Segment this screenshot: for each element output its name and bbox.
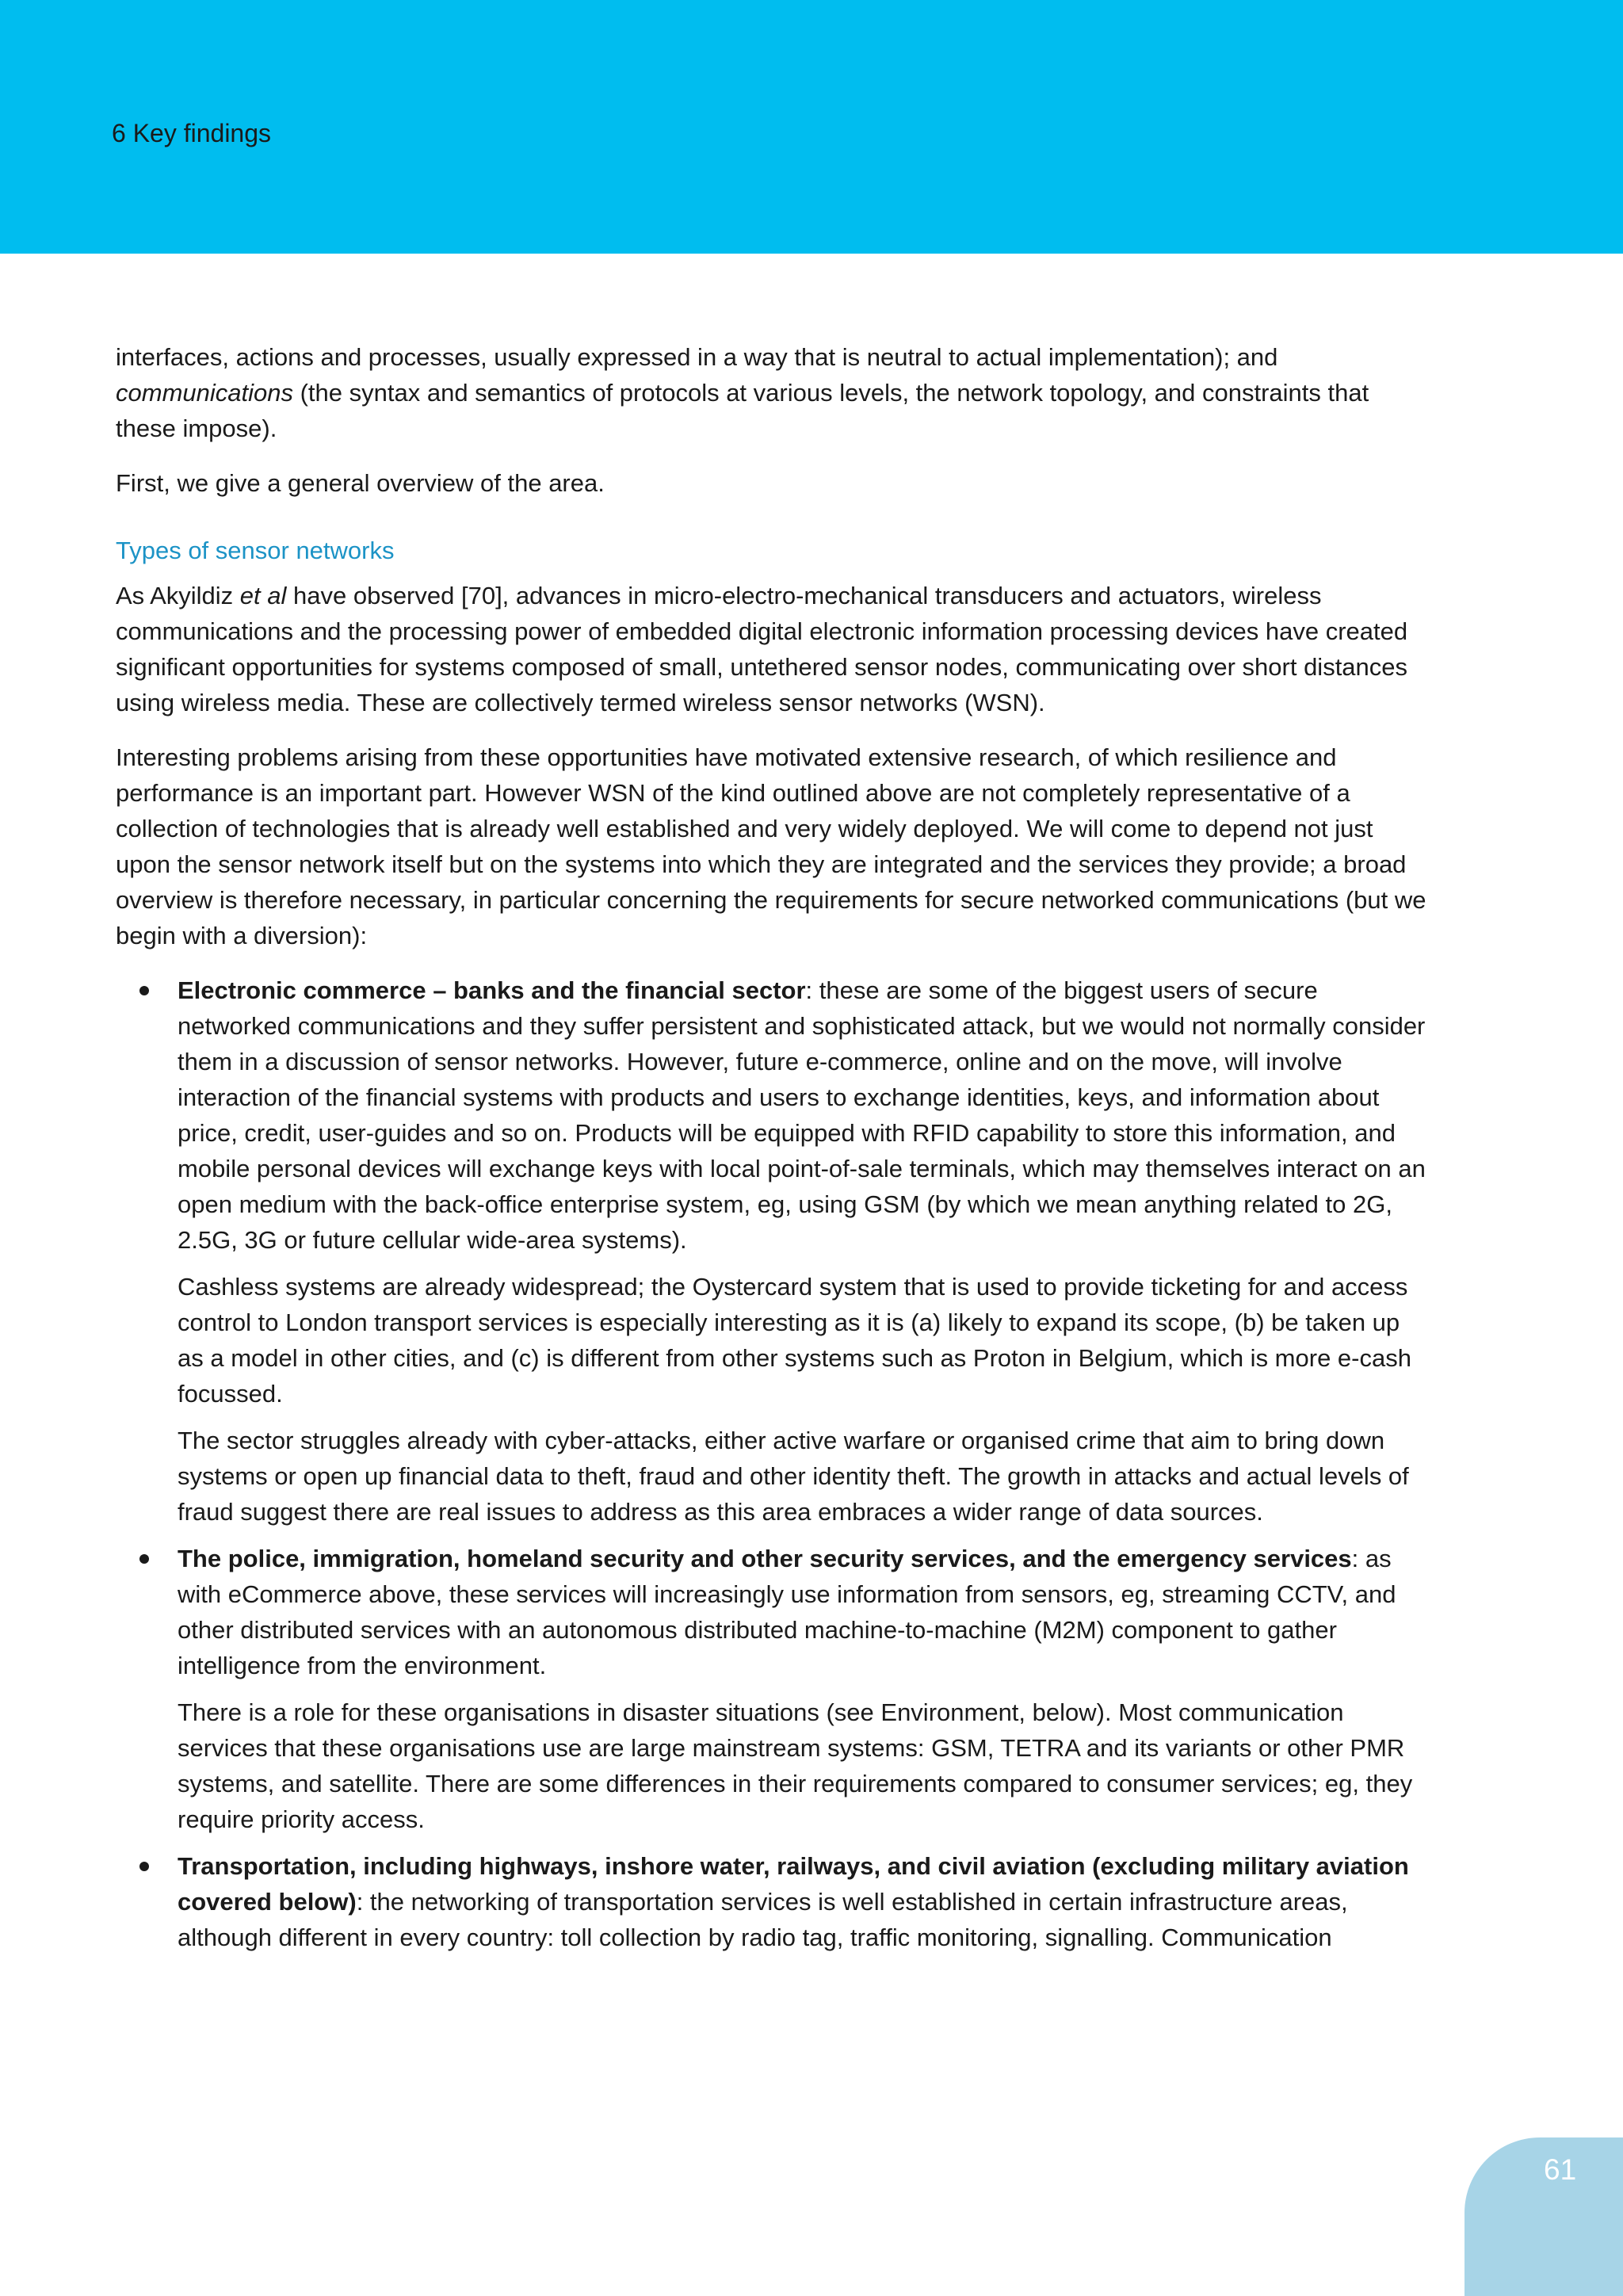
list-item-paragraph <box>178 1848 1431 1955</box>
chapter-title: 6 Key findings <box>112 119 272 147</box>
list-item-paragraph <box>178 972 1431 1258</box>
list-item-security-services <box>116 1541 1431 1837</box>
list-item-subparagraph: Cashless systems are already widespread; the Oystercard system that is used to provide ticketing for and access control to London transport services is especially interesting as it is (a) likely to expand its scope, (b) be taken up as a model in other cities, and (c) is different from other systems such as Proton in Belgium, which is more e-cash focussed. <box>178 1273 1411 1408</box>
list-item-subparagraph: The sector struggles already with cyber-attacks, either active warfare or organised crime that aim to bring down systems or open up financial data to theft, fraud and other identity theft. The growth in attacks and actual levels of fraud suggest there are real issues to address as this area embraces a wider range of data sources. <box>178 1427 1409 1526</box>
section-p1-text-1: As Akyildiz <box>116 582 240 609</box>
bullet-icon <box>139 1862 149 1871</box>
list-item-heading: Transportation, including highways, inshore water, railways, and civil aviation (excluding military aviation covered below) <box>178 1852 1409 1916</box>
bullet-list <box>116 972 1431 1955</box>
intro-paragraph <box>116 339 1431 446</box>
list-item-subparagraph: There is a role for these organisations in disaster situations (see Environment, below). Most communication services that these organisations use are large mainstream systems: GSM, TETRA and its variants or other PMR systems, and satellite. There are some differences in their requirements compared to consumer services; eg, they require priority access. <box>178 1698 1413 1833</box>
list-item-text: : the networking of transportation services is well established in certain infrastructure areas, although different in every country: toll collection by radio tag, traffic monitoring, signalling. Communication <box>178 1888 1348 1951</box>
list-item-ecommerce <box>116 972 1431 1530</box>
intro-text-2: (the syntax and semantics of protocols at various levels, the network topology, and constraints that these impose). <box>116 379 1369 442</box>
intro-text-1: interfaces, actions and processes, usually expressed in a way that is neutral to actual implementation); and <box>116 343 1278 371</box>
section-p1-text-2: have observed [70], advances in micro-electro-mechanical transducers and actuators, wireless communications and the processing power of embedded digital electronic information processing devices have created significant opportunities for systems composed of small, untethered sensor nodes, communicating over short distances using wireless media. These are collectively termed wireless sensor networks (WSN). <box>116 582 1408 716</box>
section-heading: Types of sensor networks <box>116 537 395 564</box>
list-item-heading: The police, immigration, homeland security and other security services, and the emergency services <box>178 1545 1352 1572</box>
bullet-icon <box>139 1554 149 1564</box>
intro-italic-term: communications <box>116 379 293 407</box>
list-item-transportation <box>116 1848 1431 1955</box>
list-item-paragraph <box>178 1541 1431 1683</box>
section-paragraph-2: Interesting problems arising from these opportunities have motivated extensive research, of which resilience and performance is an important part. However WSN of the kind outlined above are not completely representative of a collection of technologies that is already well established and very widely deployed. We will come to depend not just upon the sensor network itself but on the systems into which they are integrated and the services they provide; a broad overview is therefore necessary, in particular concerning the requirements for secure networked communications (but we begin with a diversion): <box>116 743 1426 949</box>
section-paragraph-1 <box>116 578 1431 720</box>
list-item-heading: Electronic commerce – banks and the financial sector <box>178 976 806 1004</box>
overview-paragraph: First, we give a general overview of the area. <box>116 469 605 497</box>
page-body <box>116 339 1431 1966</box>
list-item-text: : as with eCommerce above, these services will increasingly use information from sensors, eg, streaming CCTV, and other distributed services with an autonomous distributed machine-to-machine (M2M) component to gather intelligence from the environment. <box>178 1545 1396 1679</box>
section-p1-italic: et al <box>239 582 287 609</box>
list-item-text: : these are some of the biggest users of secure networked communications and they suffer persistent and sophisticated attack, but we would not normally consider them in a discussion of sensor networks. However, future e-commerce, online and on the move, will involve interaction of the financial systems with products and users to exchange identities, keys, and information about price, credit, user-guides and so on. Products will be equipped with RFID capability to store this information, and mobile personal devices will exchange keys with local point-of-sale terminals, which may themselves interact on an open medium with the back-office enterprise system, eg, using GSM (by which we mean anything related to 2G, 2.5G, 3G or future cellular wide-area systems). <box>178 976 1426 1254</box>
bullet-icon <box>139 986 149 995</box>
page-number: 61 <box>1544 2153 1577 2186</box>
